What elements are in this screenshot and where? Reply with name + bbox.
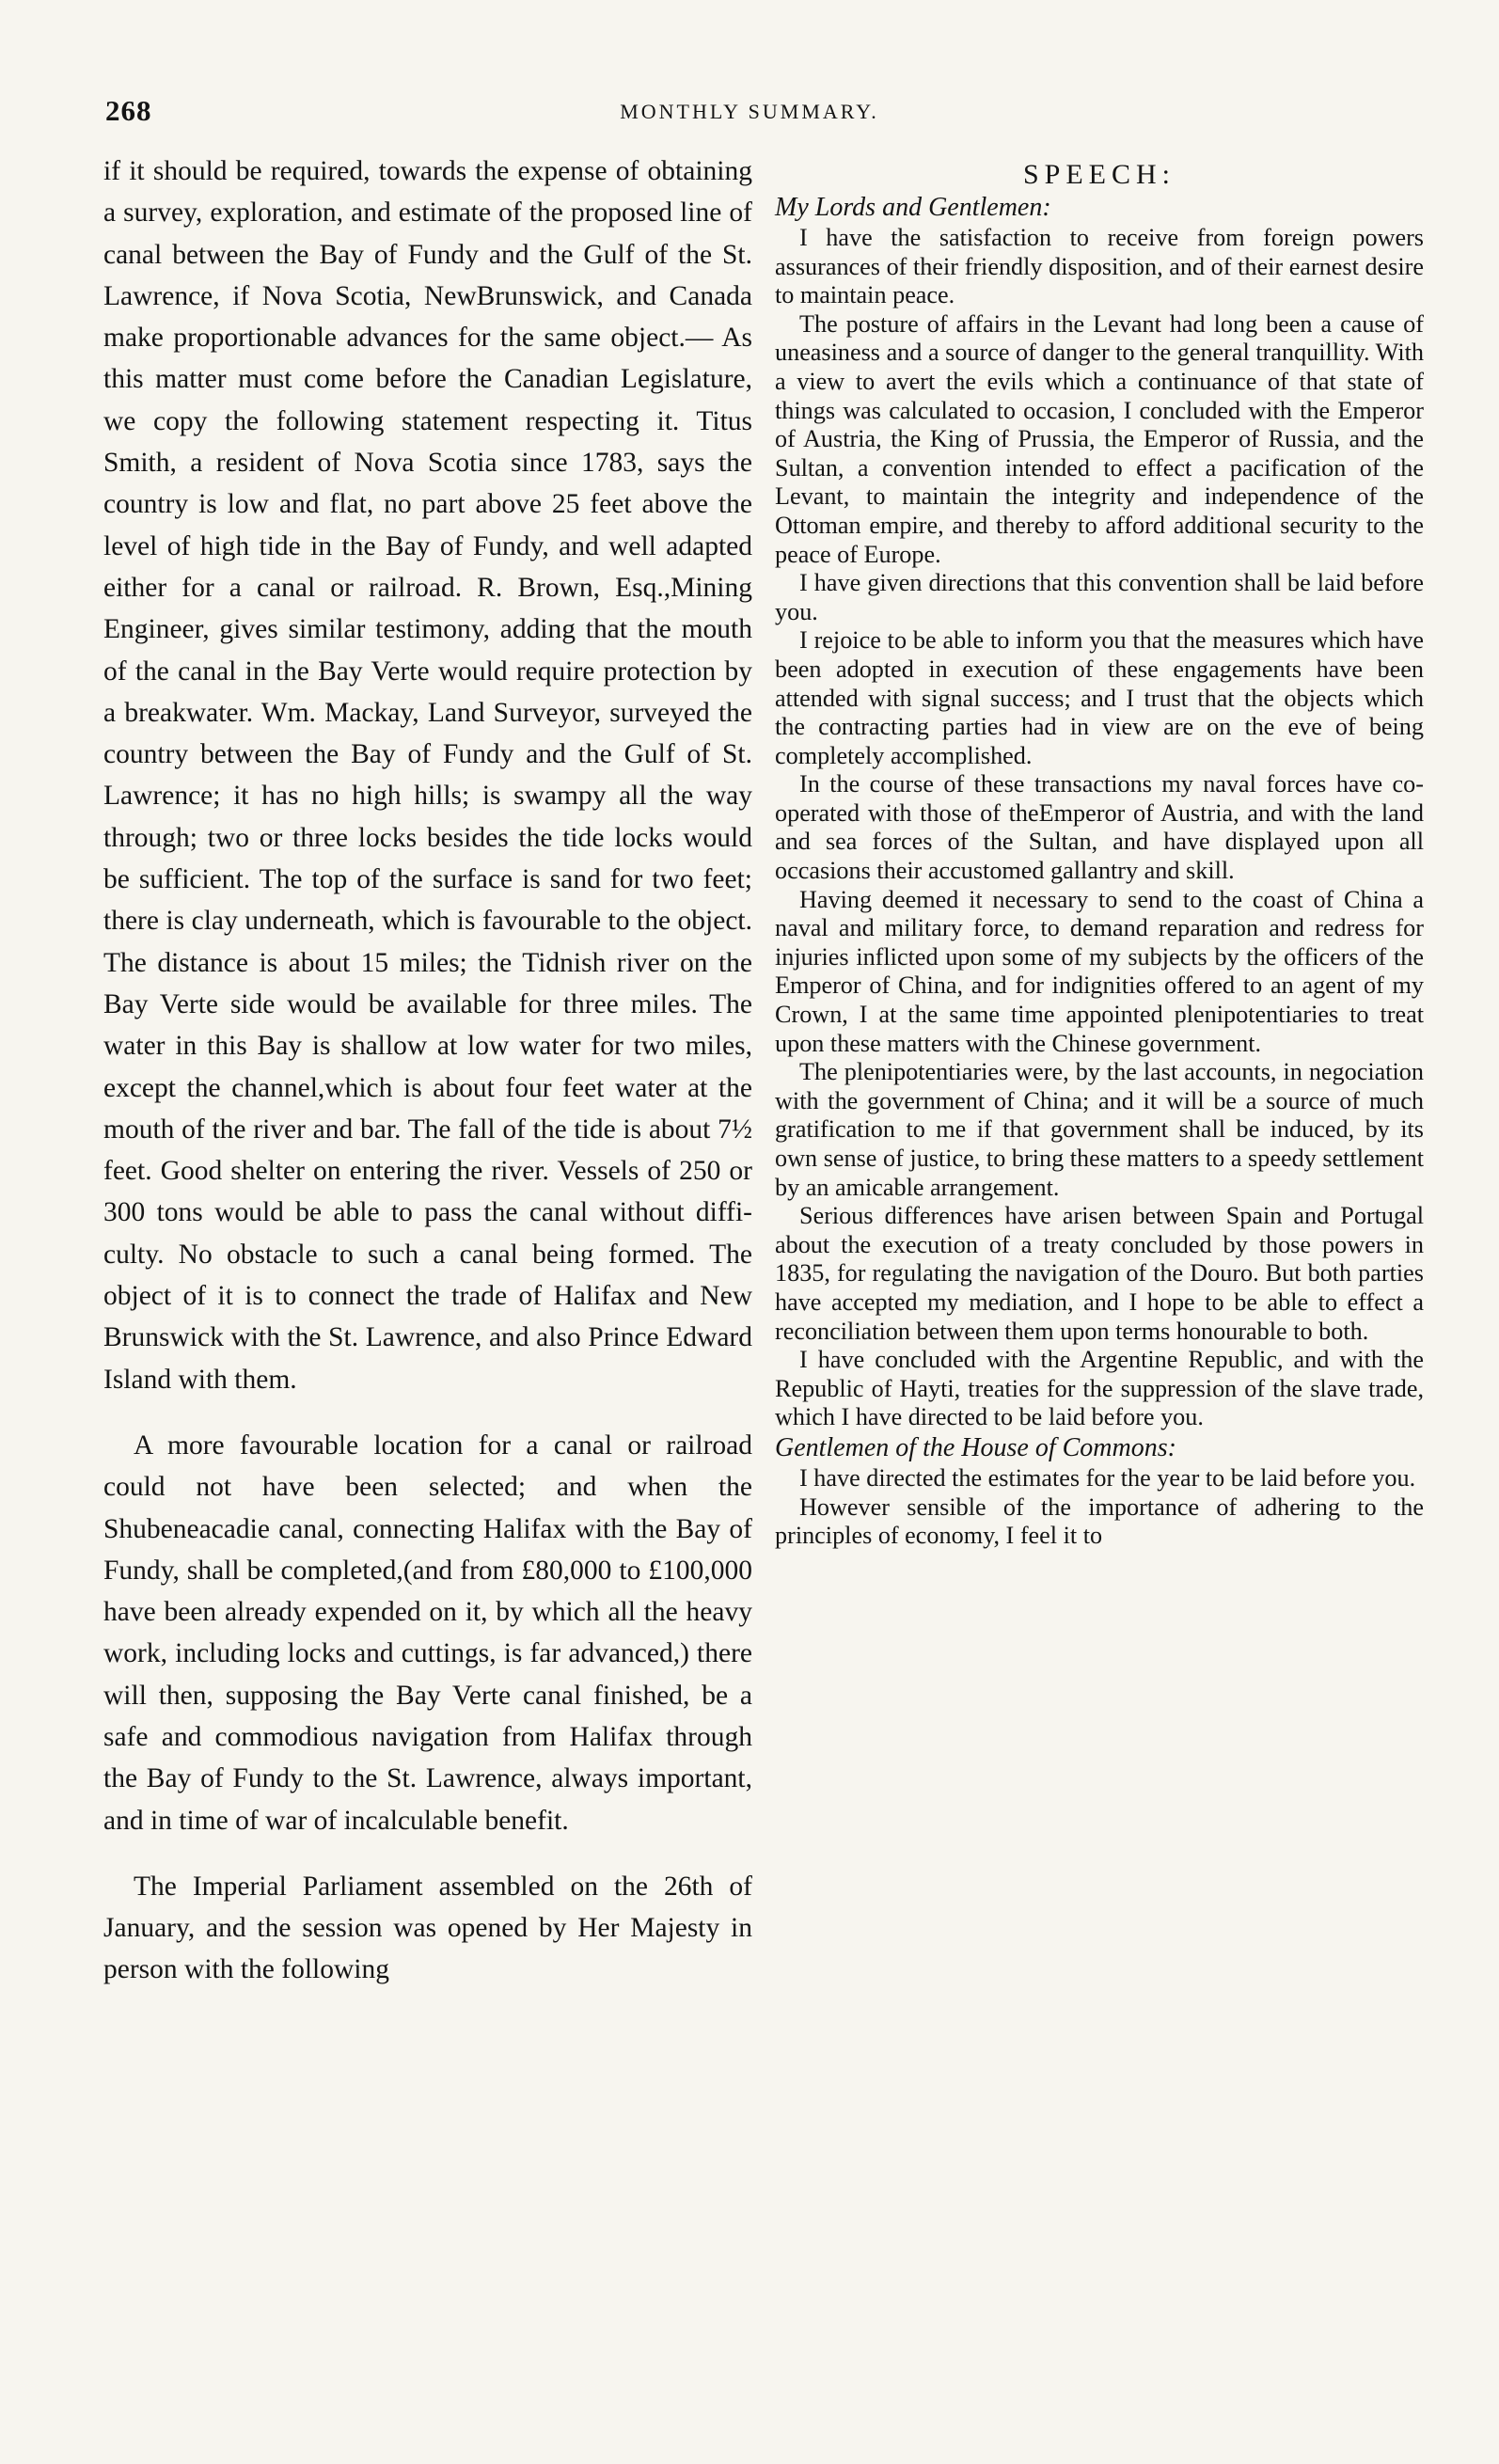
canal-location-paragraph: A more favourable location for a canal or railroad could not have been selected; and when the Shubeneacadie canal, connecting Halifax with the Bay of Fundy, shall be completed,(and from £80,000 to £100,000 have been already expended on it, by which all the heavy work, including locks and cuttings, is far advanced,) there will then, supposing the Bay Verte canal finished, be a safe and commodious navigation from Halifax through the Bay of Fundy to the St. Lawrence, always important, and in time of war of incalculable benefit.: [103, 1429, 752, 1836]
speech-paragraph: Serious differences have arisen between Spain and Portugal about the execution of a treaty concluded by those powers in 1835, for regulating the navigation of the Douro. But both parties have accepted my mediation, and I hope to be able to effect a reconciliation between them upon terms honourable to both.: [775, 1202, 1424, 1345]
page-header: [105, 94, 1394, 132]
speech-paragraph: The plenipotentiaries were, by the last accounts, in negociation with the government of China; and it will be a source of much gratification to me if that government shall be induced, by its own sense of justice, to bring these matters to a speedy settlement by an amicable arrangement.: [775, 1058, 1424, 1201]
address-lords: My Lords and Gentlemen:: [775, 193, 1051, 222]
speech-paragraph: I have the satisfaction to receive from foreign powers assurances of their friendly disposition, and of their earnest desire to maintain peace.: [775, 224, 1424, 309]
speech-paragraph: I have given directions that this convention shall be laid before you.: [775, 569, 1424, 625]
running-title: MONTHLY SUMMARY.: [620, 100, 879, 123]
right-column: [775, 150, 1424, 1551]
speech-paragraph: However sensible of the importance of adhering to the principles of economy, I feel it to: [775, 1493, 1424, 1550]
address-commons: Gentlemen of the House of Commons:: [775, 1432, 1176, 1462]
canal-survey-paragraph: if it should be required, towards the expense of obtaining a survey, exploration, and estimate of the proposed line of canal between the Bay of Fundy and the Gulf of the St. Lawrence, if Nova Scotia, NewBrunswick, and Canada make proportionable advances for the same object.— As this matter must come before the Canadian Legislature, we copy the following statement respecting it. Titus Smith, a resident of Nova Scotia since 1783, says the country is low and flat, no part above 25 feet above the level of high tide in the Bay of Fundy, and well adapted either for a canal or railroad. R. Brown, Esq.,Mining Engineer, gives similar testimony, adding that the mouth of the canal in the Bay Verte would require protection by a breakwater. Wm. Mackay, Land Surveyor, surveyed the country between the Bay of Fundy and the Gulf of St. Lawrence; it has no high hills; is swampy all the way through; two or three locks besides the tide locks would be sufficient. The top of the surface is sand for two feet; there is clay underneath, which is favourable to the object. The distance is about 15 miles; the Tidnish river on the Bay Verte side would be available for three miles. The water in this Bay is shallow at low water for two miles, except the channel,which is about four feet water at the mouth of the river and bar. The fall of the tide is about 7½ feet. Good shelter on entering the river. Vessels of 250 or 300 tons would be able to pass the canal without difficulty. No obstacle to such a canal being formed. The object of it is to connect the trade of Halifax and New Brunswick with the St. Lawrence, and also Prince Edward Island with them.: [103, 156, 752, 1395]
speech-title: SPEECH:: [1022, 159, 1176, 190]
left-column: [103, 150, 752, 1991]
speech-paragraph: In the course of these transactions my naval forces have co-operated with those of theEmperor of Austria, and with the land and sea forces of the Sultan, and have displayed upon all occasions their accustomed gallantry and skill.: [775, 770, 1424, 885]
speech-paragraph: I have concluded with the Argentine Republic, and with the Republic of Hayti, treaties for the suppression of the slave trade, which I have directed to be laid before you.: [775, 1346, 1424, 1431]
speech-paragraph: I have directed the estimates for the year to be laid before you.: [799, 1463, 1416, 1492]
parliament-paragraph: The Imperial Parliament assembled on the 26th of January, and the session was opened by Her Majesty in person with the following: [103, 1871, 752, 1985]
speech-paragraph: The posture of affairs in the Levant had long been a cause of uneasiness and a source of danger to the general tranquillity. With a view to avert the evils which a continuance of that state of things was calculated to occasion, I concluded with the Emperor of Austria, the King of Prussia, the Emperor of Russia, and the Sultan, a convention intended to effect a pacification of the Levant, to maintain the integrity and independence of the Ottoman empire, and thereby to afford additional security to the peace of Europe.: [775, 309, 1424, 568]
page-number: 268: [105, 94, 152, 127]
speech-paragraph: Having deemed it necessary to send to the coast of China a naval and military force, to demand reparation and redress for injuries inflicted upon some of my subjects by the officers of the Emperor of China, and for indignities offered to an agent of my Crown, I at the same time appointed plenipotentiaries to treat upon these matters with the Chinese government.: [775, 885, 1424, 1057]
speech-paragraph: I rejoice to be able to inform you that the measures which have been adopted in execution of these engagements have been attended with signal success; and I trust that the objects which the contracting parties had in view are on the eve of being completely accomplished.: [775, 626, 1424, 769]
